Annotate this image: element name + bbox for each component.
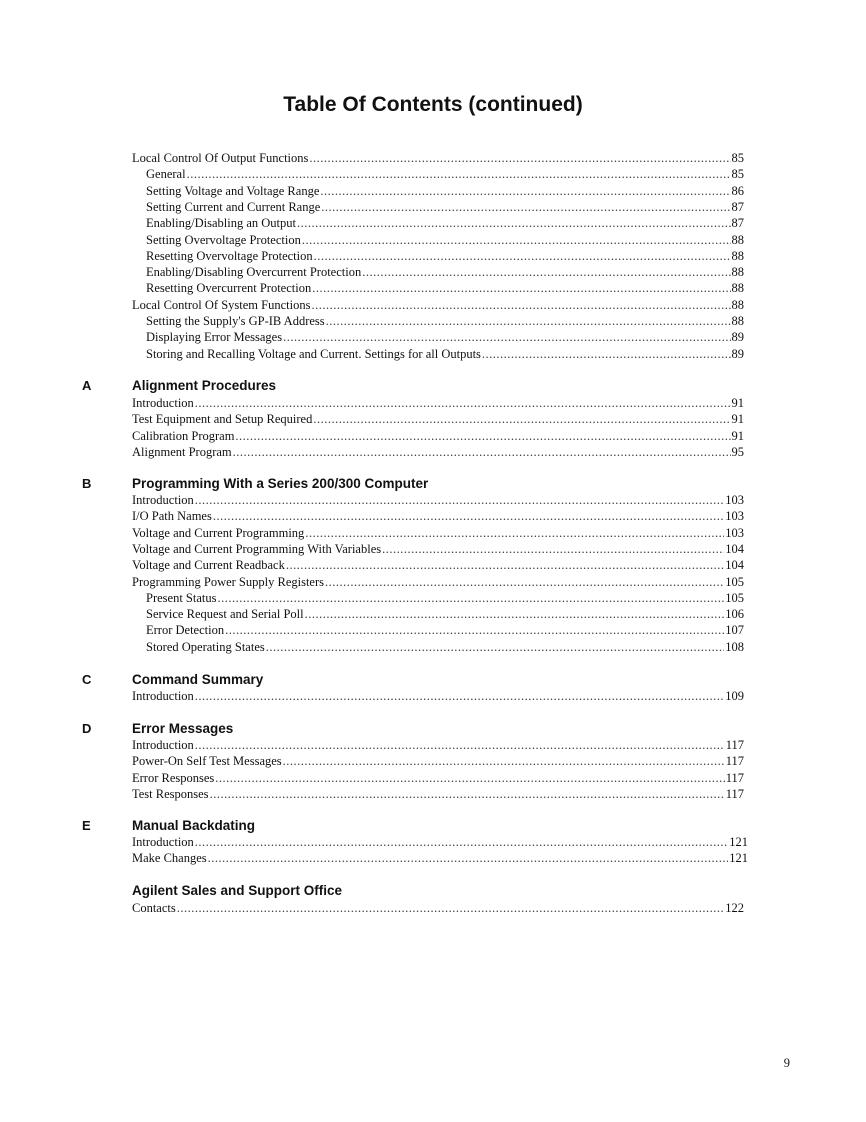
toc-entry[interactable] [146,166,744,182]
dot-leader [233,444,731,460]
toc-entry-label: Enabling/Disabling an Output [146,216,296,231]
toc-entry-page: 91 [731,412,744,427]
dot-leader [482,346,731,362]
toc-entry-page: 88 [731,265,744,280]
section-heading[interactable]: Agilent Sales and Support Office [132,883,343,898]
toc-entry-page: 88 [731,248,744,263]
toc-entry[interactable] [132,444,744,460]
toc-entry[interactable] [132,574,744,590]
dot-leader [195,395,731,411]
toc-entry-label: Resetting Overvoltage Protection [146,248,313,263]
dot-leader [195,688,724,704]
section-heading[interactable]: Command Summary [132,672,264,687]
toc-entry[interactable] [132,900,744,916]
toc-entry-label: Local Control Of System Functions [132,297,311,312]
dot-leader [325,574,724,590]
dot-leader [321,199,730,215]
toc-entry-page: 88 [731,232,744,247]
toc-entry-page: 85 [731,167,744,182]
toc-entry-page: 106 [725,607,744,622]
dot-leader [225,622,724,638]
toc-entry[interactable] [146,622,744,638]
toc-entry-label: Service Request and Serial Poll [146,607,304,622]
toc-entry-label: Test Equipment and Setup Required [132,412,313,427]
toc-entry-page: 104 [725,558,744,573]
toc-entry-page: 108 [725,639,744,654]
toc-entry[interactable] [146,590,744,606]
toc-entry-page: 104 [725,541,744,556]
toc-entry-label: Setting the Supply's GP-IB Address [146,314,325,328]
toc-entry-page: 89 [731,346,744,361]
toc-entry[interactable] [132,150,744,166]
toc-entry-label: Programming Power Supply Registers [132,574,325,589]
toc-entry-page: 103 [725,509,744,524]
toc-entry-label: Stored Operating States [146,639,265,654]
dot-leader [362,264,730,280]
toc-entry-label: Introduction [132,493,194,507]
section-heading[interactable]: Manual Backdating [132,818,256,833]
toc-entry[interactable] [132,508,744,524]
toc-entry-label: Voltage and Current Readback [132,558,285,573]
toc-entry-page: 103 [725,493,744,507]
dot-leader [195,492,724,508]
toc-entry-label: Setting Current and Current Range [146,199,321,214]
toc-entry[interactable] [132,688,744,704]
page-number: 9 [783,1056,790,1070]
toc-entry[interactable] [132,492,744,508]
toc-entry[interactable] [146,313,744,329]
dot-leader [382,541,724,557]
toc-entry[interactable] [132,737,744,753]
dot-leader [297,215,731,231]
toc-entry-page: 122 [725,901,744,915]
toc-entry-page: 88 [731,297,744,312]
toc-entry-page: 107 [725,623,744,638]
toc-entry-label: Introduction [132,689,194,703]
toc-entry[interactable] [132,770,744,786]
toc-entry[interactable] [132,411,744,427]
dot-leader [314,248,731,264]
dot-leader [313,411,730,427]
toc-entry[interactable] [146,329,744,345]
toc-entry[interactable] [146,606,744,622]
toc-entry[interactable] [132,834,748,850]
dot-leader [309,150,730,166]
toc-entry[interactable] [146,280,744,296]
dot-leader [311,297,730,313]
dot-leader [235,428,730,444]
toc-entry[interactable] [146,639,744,655]
toc-entry-page: 88 [731,314,744,328]
toc-entry[interactable] [132,557,744,573]
toc-entry-page: 117 [725,786,744,801]
toc-entry-label: Introduction [132,835,194,849]
toc-entry-label: Local Control Of Output Functions [132,151,309,165]
dot-leader [283,753,725,769]
toc-entry-page: 117 [725,754,744,769]
toc-entry-label: Introduction [132,738,194,752]
toc-entry-label: Voltage and Current Programming [132,525,305,540]
toc-entry-page: 105 [725,574,744,589]
toc-entry-label: Enabling/Disabling Overcurrent Protection [146,265,362,280]
dot-leader [177,900,725,916]
toc-entry-page: 88 [731,281,744,296]
dot-leader [305,606,725,622]
toc-entry[interactable] [146,248,744,264]
appendix-letter: E [82,818,91,833]
toc-entry[interactable] [132,428,744,444]
dot-leader [305,525,724,541]
toc-entry-label: Voltage and Current Programming With Variables [132,541,382,556]
toc-entry-page: 121 [729,851,748,866]
toc-entry-label: Displaying Error Messages [146,330,283,345]
toc-entry-page: 117 [725,770,744,785]
dot-leader [208,850,729,866]
dot-leader [266,639,725,655]
dot-leader [326,313,731,329]
toc-entry-page: 105 [725,590,744,605]
toc-entry-label: I/O Path Names [132,509,212,524]
dot-leader [312,280,730,296]
section-heading[interactable]: Programming With a Series 200/300 Computer [132,476,429,491]
toc-entry-page: 109 [725,689,744,703]
dot-leader [210,786,725,802]
toc-entry-page: 121 [729,835,748,849]
appendix-letter: A [82,378,92,393]
dot-leader [213,508,724,524]
dot-leader [195,737,725,753]
dot-leader [302,232,731,248]
toc-entry-page: 91 [731,428,744,443]
toc-entry[interactable] [132,297,744,313]
dot-leader [217,590,724,606]
toc-entry[interactable] [132,850,748,866]
toc-entry[interactable] [132,753,744,769]
toc-entry-label: Contacts [132,901,176,915]
toc-entry-label: Error Responses [132,770,215,785]
toc-entry-label: Make Changes [132,851,207,866]
toc-entry-label: Error Detection [146,623,225,638]
toc-entry-page: 95 [731,444,744,459]
toc-entry-label: Present Status [146,590,217,605]
dot-leader [320,183,730,199]
toc-entry[interactable] [146,183,744,199]
toc-entry-label: Setting Overvoltage Protection [146,232,301,247]
toc-entry-label: Storing and Recalling Voltage and Current. Settings for all Outputs [146,346,481,361]
toc-entry-label: Test Responses [132,786,209,801]
toc-entry-page: 86 [731,183,744,198]
toc-entry-page: 87 [731,199,744,214]
toc-entry-label: Setting Voltage and Voltage Range [146,183,320,198]
toc-entry[interactable] [146,199,744,215]
toc-entry-label: General [146,167,186,182]
toc-entry[interactable] [132,541,744,557]
page-title: Table Of Contents (continued) [283,93,583,116]
toc-entry-page: 117 [725,738,744,752]
toc-entry[interactable] [132,786,744,802]
dot-leader [195,834,728,850]
toc-entry-page: 89 [731,330,744,345]
toc-entry-label: Introduction [132,396,194,410]
section-heading[interactable]: Error Messages [132,721,234,736]
dot-leader [187,166,731,182]
dot-leader [286,557,724,573]
toc-entry[interactable] [132,395,744,411]
toc-entry-label: Resetting Overcurrent Protection [146,281,312,296]
toc-entry[interactable] [146,215,744,231]
toc-entry[interactable] [132,525,744,541]
dot-leader [283,329,730,345]
toc-entry[interactable] [146,264,744,280]
appendix-letter: C [82,672,92,687]
toc-entry-label: Alignment Program [132,444,232,459]
toc-entry-page: 103 [725,525,744,540]
appendix-letter: D [82,721,92,736]
toc-entry-label: Calibration Program [132,428,235,443]
appendix-letter: B [82,476,92,491]
section-heading[interactable]: Alignment Procedures [132,378,277,393]
toc-entry[interactable] [146,232,744,248]
toc-entry-label: Power-On Self Test Messages [132,754,282,769]
toc-entry-page: 87 [731,216,744,231]
dot-leader [215,770,724,786]
toc-entry-page: 91 [731,396,744,410]
toc-entry-page: 85 [731,151,744,165]
toc-entry[interactable] [146,346,744,362]
